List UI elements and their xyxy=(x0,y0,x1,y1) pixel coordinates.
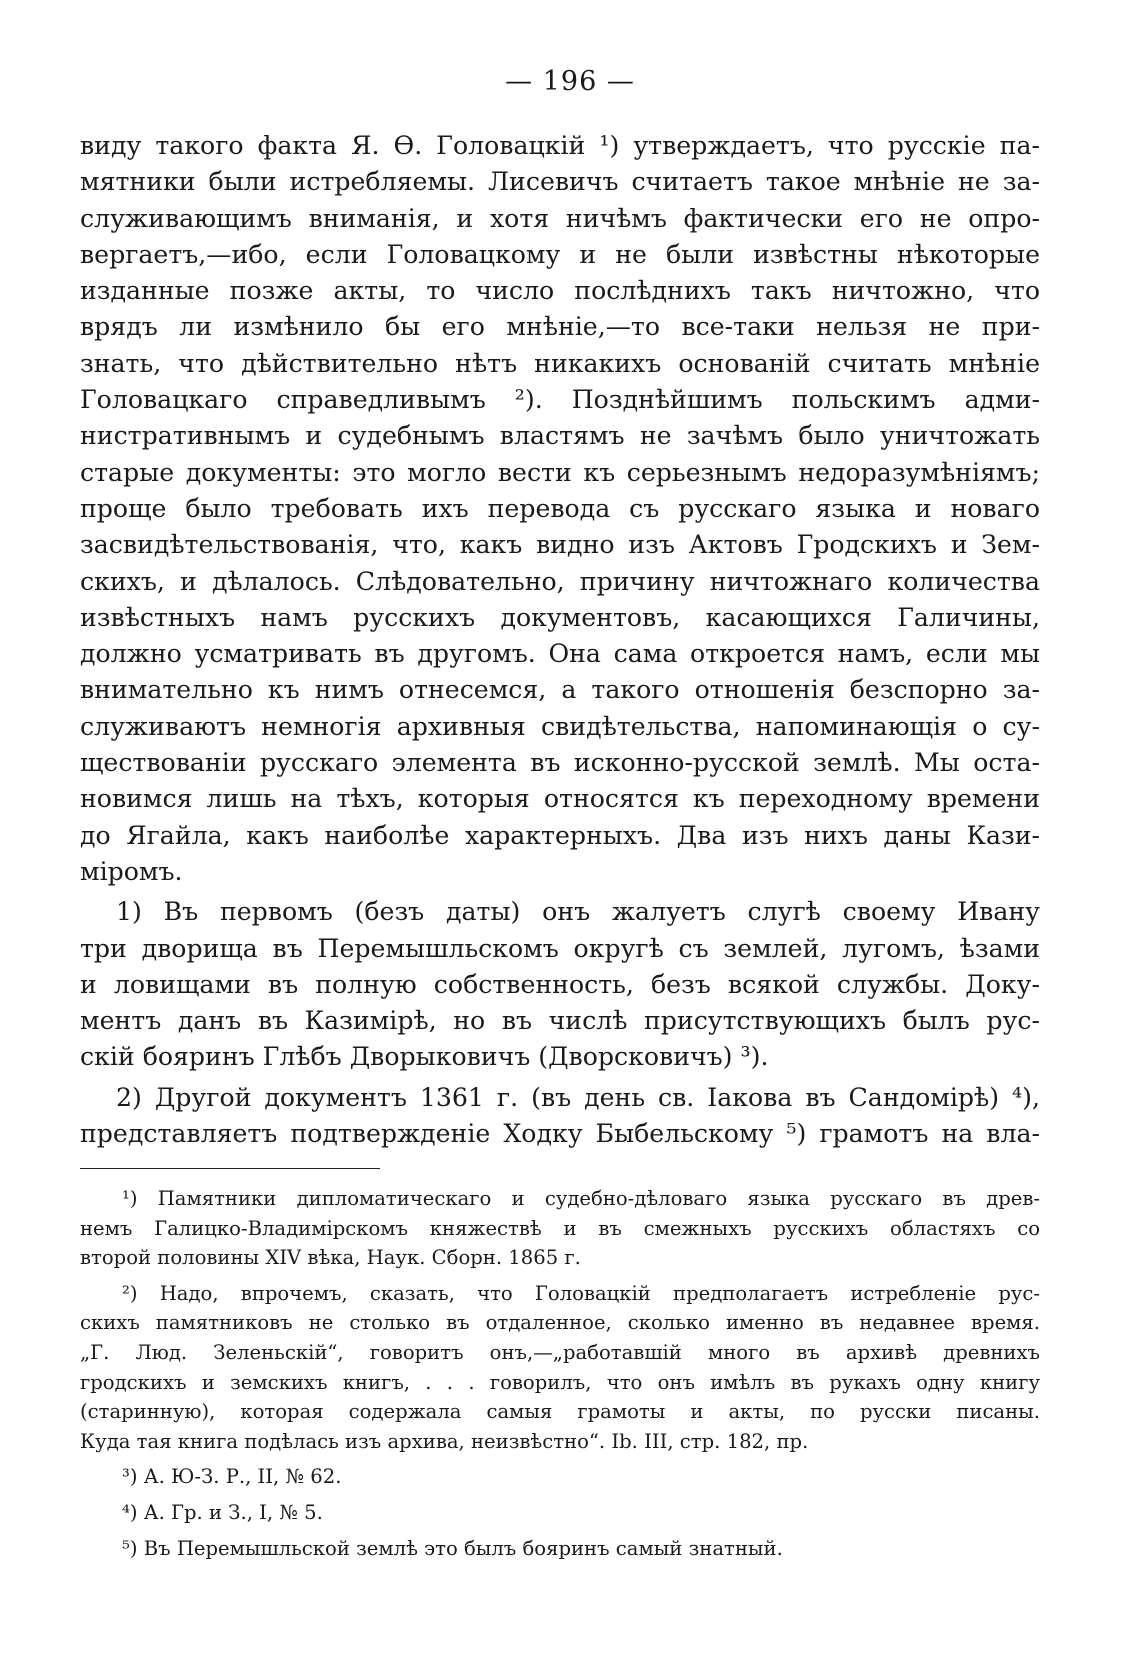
text-line: скихъ, и дѣлалось. Слѣдовательно, причину ничтожнаго количества xyxy=(80,566,1040,596)
text-line: виду такого факта Я. Ѳ. Головацкій ¹) утверждаетъ, что русскіе па- xyxy=(80,131,1040,160)
footnote-3: ³) А. Ю-З. Р., II, № 62. xyxy=(122,1465,342,1489)
paragraph-1-line: ментъ данъ въ Казимірѣ, но въ числѣ присутствующихъ былъ рус- xyxy=(80,1006,1040,1036)
footnote-2-line: „Г. Люд. Зеленьскій“, говоритъ онъ,—„работавшій много въ архивѣ древнихъ xyxy=(80,1340,1040,1364)
text-line: служивающимъ вниманія, и хотя ничѣмъ фактически его не опро- xyxy=(80,203,1040,233)
paragraph-1-line: и ловищами въ полную собственность, безъ всякой службы. Доку- xyxy=(80,969,1040,999)
text-line: ществованіи русскаго элемента въ исконно-русской землѣ. Мы оста- xyxy=(80,748,1040,778)
text-line: засвидѣтельствованія, что, какъ видно изъ Актовъ Гродскихъ и Зем- xyxy=(80,530,1040,560)
footnote-2-line: Куда тая книга подѣлась изъ архива, неизвѣстно“. Ib. III, стр. 182, пр. xyxy=(80,1429,809,1453)
text-line: міромъ. xyxy=(80,856,183,886)
text-line: изданные позже акты, то число послѣднихъ такъ ничтожно, что xyxy=(80,276,1040,306)
text-line: Головацкаго справедливымъ ²). Позднѣйшимъ польскимъ адми- xyxy=(80,385,1040,415)
page-number: — 196 — xyxy=(505,66,635,97)
text-line: знать, что дѣйствительно нѣтъ никакихъ основаній считать мнѣніе xyxy=(80,348,1040,378)
text-line: мятники были истребляемы. Лисевичъ считаетъ такое мнѣніе не за- xyxy=(80,167,1040,197)
footnote-1-line: ¹) Памятники дипломатическаго и судебно-дѣловаго языка русскаго въ древ- xyxy=(122,1187,1040,1210)
text-line: вергаетъ,—ибо, если Головацкому и не были извѣстны нѣкоторые xyxy=(80,239,1040,269)
paragraph-2-line: представляетъ подтвержденіе Ходку Быбельскому ⁵) грамотъ на вла- xyxy=(80,1119,1040,1149)
text-line: врядъ ли измѣнило бы его мнѣніе,—то все-таки нельзя не при- xyxy=(80,312,1040,342)
footnote-1-line: второй половины XIV вѣка, Наук. Сборн. 1865 г. xyxy=(80,1246,581,1270)
footnote-4: ⁴) А. Гр. и З., I, № 5. xyxy=(122,1500,323,1524)
text-line: нистративнымъ и судебнымъ властямъ не зачѣмъ было уничтожать xyxy=(80,421,1040,451)
paragraph-1-line: скій бояринъ Глѣбъ Дворыковичъ (Дворсковичъ) ³). xyxy=(80,1042,769,1072)
footnote-divider xyxy=(80,1168,380,1169)
text-line: извѣстныхъ намъ русскихъ документовъ, касающихся Галичины, xyxy=(80,602,1040,632)
footnote-2-line: гродскихъ и земскихъ книгъ, . . . говорилъ, что онъ имѣлъ въ рукахъ одну книгу xyxy=(80,1370,1040,1394)
text-line: новимся лишь на тѣхъ, которыя относятся къ переходному времени xyxy=(80,784,1040,814)
footnote-2-line: ²) Надо, впрочемъ, сказать, что Головацкій предполагаетъ истребленіе рус- xyxy=(122,1281,1040,1305)
footnote-1-line: немъ Галицко-Владимірскомъ княжествѣ и въ смежныхъ русскихъ областяхъ со xyxy=(80,1216,1040,1240)
text-line: старые документы: это могло вести къ серьезнымъ недоразумѣніямъ; xyxy=(80,457,1040,487)
text-line: служиваютъ немногія архивныя свидѣтельства, напоминающія о су- xyxy=(80,711,1040,741)
main-text xyxy=(80,128,1040,1152)
paragraph-1-line: три дворища въ Перемышльскомъ округѣ съ землей, лугомъ, ѣзами xyxy=(80,933,1040,963)
text-line: должно усматривать въ другомъ. Она сама откроется намъ, если мы xyxy=(80,639,1040,669)
text-line: внимательно къ нимъ отнесемся, а такого отношенія безспорно за- xyxy=(80,675,1040,705)
footnote-2-line: скихъ памятниковъ не столько въ отдаленное, сколько именно въ недавнее время. xyxy=(80,1311,1040,1335)
paragraph-1-line: 1) Въ первомъ (безъ даты) онъ жалуетъ слугѣ своему Ивану xyxy=(116,897,1040,927)
footnote-5: ⁵) Въ Перемышльской землѣ это былъ бояринъ самый знатный. xyxy=(122,1536,783,1560)
paragraph-2-line: 2) Другой документъ 1361 г. (въ день св. Іакова въ Сандомірѣ) ⁴), xyxy=(116,1082,1040,1112)
text-line: проще было требовать ихъ перевода съ русскаго языка и новаго xyxy=(80,493,1040,523)
footnotes xyxy=(80,1184,1040,1563)
text-line: до Ягайла, какъ наиболѣе характерныхъ. Два изъ нихъ даны Кази- xyxy=(80,820,1040,850)
footnote-2-line: (старинную), которая содержала самыя грамоты и акты, по русски писаны. xyxy=(80,1400,1040,1424)
